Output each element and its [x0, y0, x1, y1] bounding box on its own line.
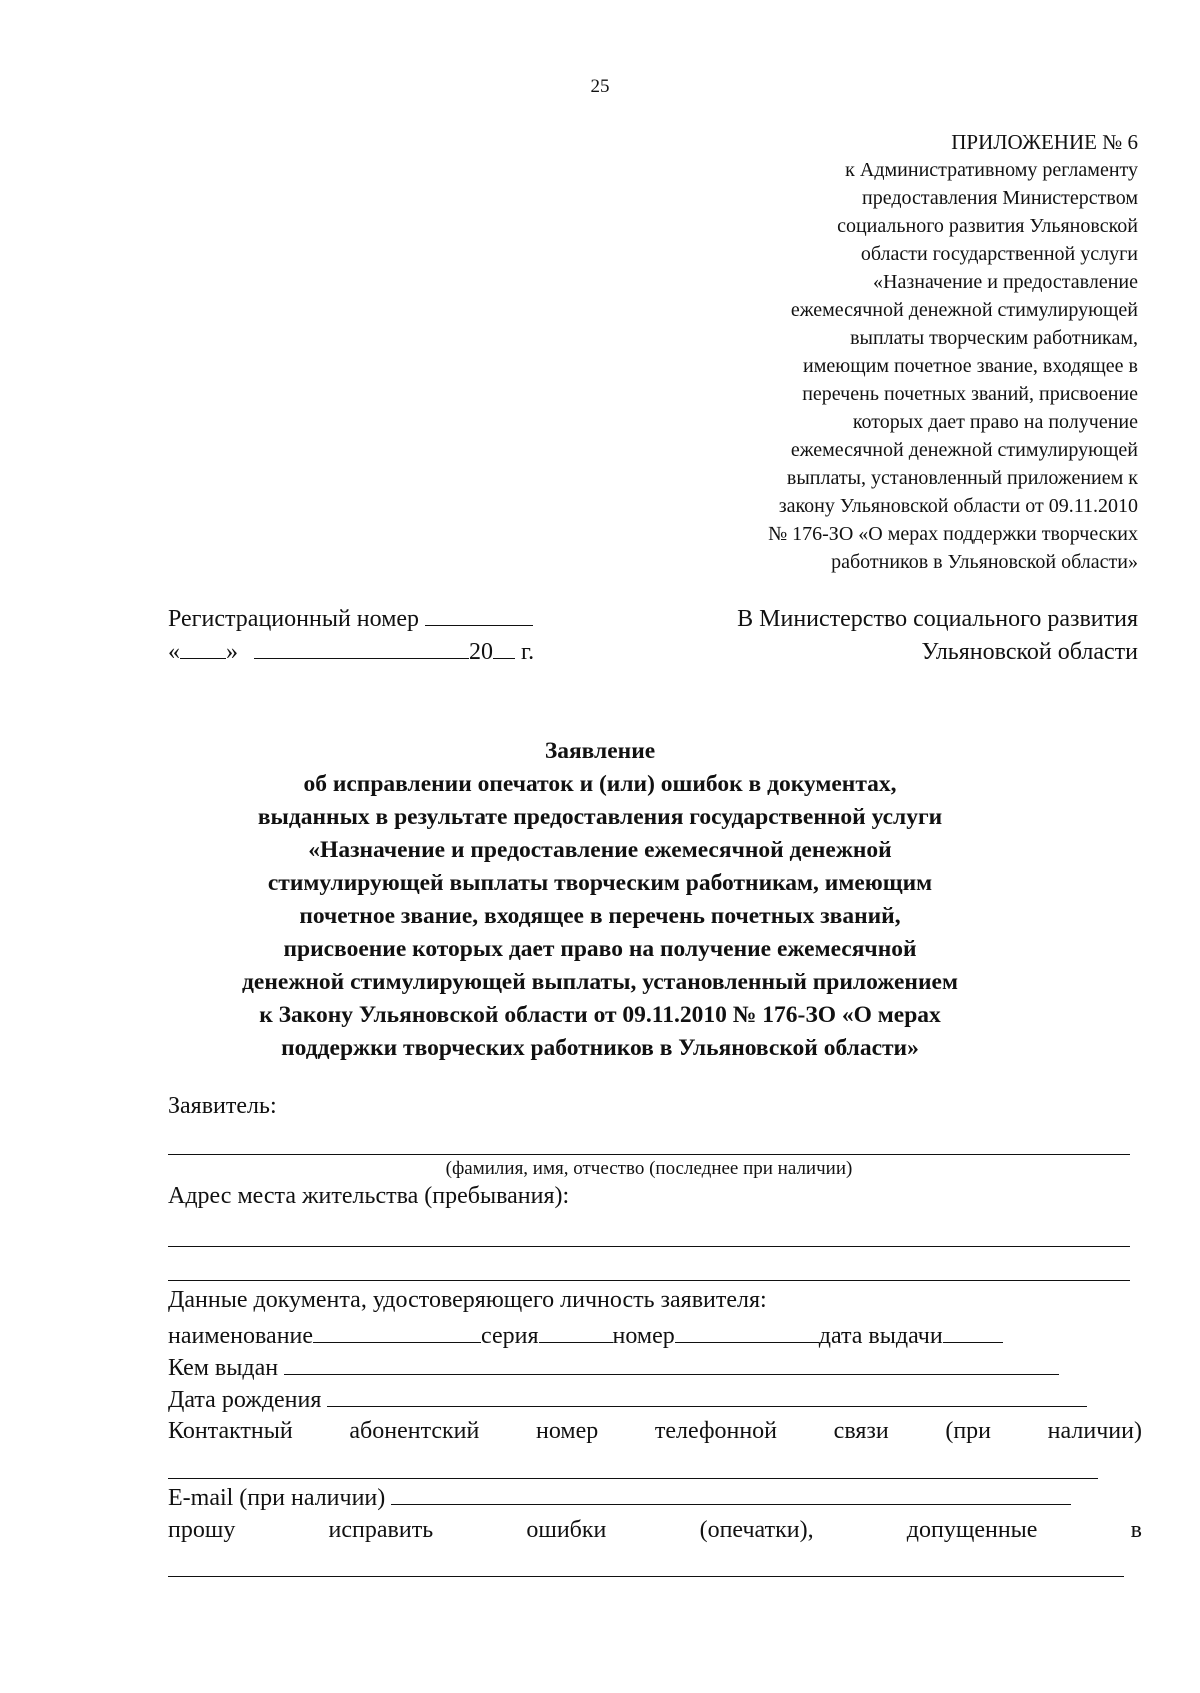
address-field-1[interactable] — [168, 1246, 1130, 1247]
date-month-field[interactable] — [254, 636, 469, 659]
birth-date-label: Дата рождения — [168, 1387, 322, 1413]
addressee — [618, 603, 1138, 669]
appendix-line: к Административному регламенту — [845, 159, 1138, 181]
request-word: исправить — [328, 1517, 434, 1543]
request-word: прошу — [168, 1517, 236, 1543]
appendix-line: области государственной услуги — [860, 243, 1138, 265]
phone-label — [168, 1418, 1142, 1445]
request-word: ошибки — [526, 1517, 607, 1543]
appendix-line: выплаты, установленный приложением к — [786, 467, 1138, 489]
appendix-line: предоставления Министерством — [862, 187, 1138, 209]
phone-label-word: номер — [536, 1418, 599, 1444]
date-day-field[interactable] — [180, 636, 226, 659]
issued-by-field[interactable] — [284, 1352, 1059, 1375]
applicant-name-field[interactable] — [168, 1154, 1130, 1155]
appendix-header — [618, 128, 1138, 576]
title-line: поддержки творческих работников в Ульяновской области» — [281, 1035, 919, 1061]
id-document-row — [168, 1320, 1003, 1350]
appendix-line: которых дает право на получение — [852, 411, 1138, 433]
series-field[interactable] — [539, 1320, 613, 1343]
title-line: почетное звание, входящее в перечень почетных званий, — [299, 903, 901, 929]
issued-by-label: Кем выдан — [168, 1355, 279, 1381]
appendix-line: № 176-ЗО «О мерах поддержки творческих — [768, 523, 1138, 545]
series-label: серия — [481, 1323, 539, 1349]
id-document-label: Данные документа, удостоверяющего личность заявителя: — [168, 1287, 767, 1313]
email-label: E-mail (при наличии) — [168, 1485, 386, 1511]
issued-by-row — [168, 1352, 1059, 1382]
number-label: номер — [612, 1323, 675, 1349]
title-line: стимулирующей выплаты творческим работникам, имеющим — [267, 870, 933, 896]
addressee-line-1: В Министерство социального развития — [737, 606, 1138, 632]
number-field[interactable] — [675, 1320, 819, 1343]
appendix-line: выплаты творческим работникам, — [850, 327, 1138, 349]
title-line: присвоение которых дает право на получение ежемесячной — [283, 936, 917, 962]
title-heading: Заявление — [544, 738, 656, 764]
request-text — [168, 1517, 1142, 1544]
addressee-line-2: Ульяновской области — [921, 639, 1138, 665]
applicant-name-caption: (фамилия, имя, отчество (последнее при наличии) — [445, 1158, 853, 1179]
year-field[interactable] — [493, 636, 515, 659]
phone-field[interactable] — [168, 1478, 1098, 1479]
year-suffix: г. — [521, 639, 535, 665]
phone-label-word: телефонной — [654, 1418, 778, 1444]
appendix-line: закону Ульяновской области от 09.11.2010 — [778, 495, 1138, 517]
phone-label-word: наличии) — [1047, 1418, 1142, 1444]
appendix-title: ПРИЛОЖЕНИЕ № 6 — [951, 130, 1138, 154]
title-line: «Назначение и предоставление ежемесячной денежной — [308, 837, 892, 863]
date-open-quote: « — [168, 639, 180, 665]
issue-date-label: дата выдачи — [818, 1323, 943, 1349]
registration-number-field[interactable] — [425, 603, 533, 626]
request-field[interactable] — [168, 1576, 1124, 1577]
phone-label-word: (при — [945, 1418, 992, 1444]
phone-label-word: абонентский — [349, 1418, 480, 1444]
appendix-line: социального развития Ульяновской — [837, 215, 1138, 237]
email-field[interactable] — [391, 1482, 1071, 1505]
doc-name-label: наименование — [168, 1323, 314, 1349]
appendix-line: ежемесячной денежной стимулирующей — [790, 299, 1138, 321]
address-field-2[interactable] — [168, 1280, 1130, 1281]
issue-date-field[interactable] — [943, 1320, 1003, 1343]
appendix-line: «Назначение и предоставление — [873, 271, 1138, 293]
request-word: (опечатки), — [699, 1517, 814, 1543]
registration-number-label: Регистрационный номер — [168, 606, 420, 632]
address-label: Адрес места жительства (пребывания): — [168, 1183, 570, 1209]
title-line: об исправлении опечаток и (или) ошибок в документах, — [303, 771, 897, 797]
email-row — [168, 1482, 1071, 1512]
birth-date-row — [168, 1384, 1087, 1414]
doc-name-field[interactable] — [313, 1320, 481, 1343]
date-close-quote: » — [226, 639, 238, 665]
title-line: денежной стимулирующей выплаты, установленный приложением — [242, 969, 958, 995]
document-title — [150, 735, 1050, 1065]
phone-label-word: связи — [833, 1418, 889, 1444]
title-line: выданных в результате предоставления государственной услуги — [257, 804, 943, 830]
appendix-line: имеющим почетное звание, входящее в — [803, 355, 1138, 377]
page-number: 25 — [590, 76, 610, 97]
title-line: к Закону Ульяновской области от 09.11.2010 № 176-ЗО «О мерах — [259, 1002, 941, 1028]
year-prefix: 20 — [469, 639, 493, 665]
appendix-line: перечень почетных званий, присвоение — [802, 383, 1138, 405]
appendix-line: ежемесячной денежной стимулирующей — [790, 439, 1138, 461]
appendix-line: работников в Ульяновской области» — [831, 551, 1138, 573]
request-word: в — [1130, 1517, 1142, 1543]
phone-label-word: Контактный — [168, 1418, 293, 1444]
birth-date-field[interactable] — [327, 1384, 1087, 1407]
registration-block — [168, 603, 534, 669]
request-word: допущенные — [906, 1517, 1038, 1543]
applicant-label: Заявитель: — [168, 1093, 277, 1119]
